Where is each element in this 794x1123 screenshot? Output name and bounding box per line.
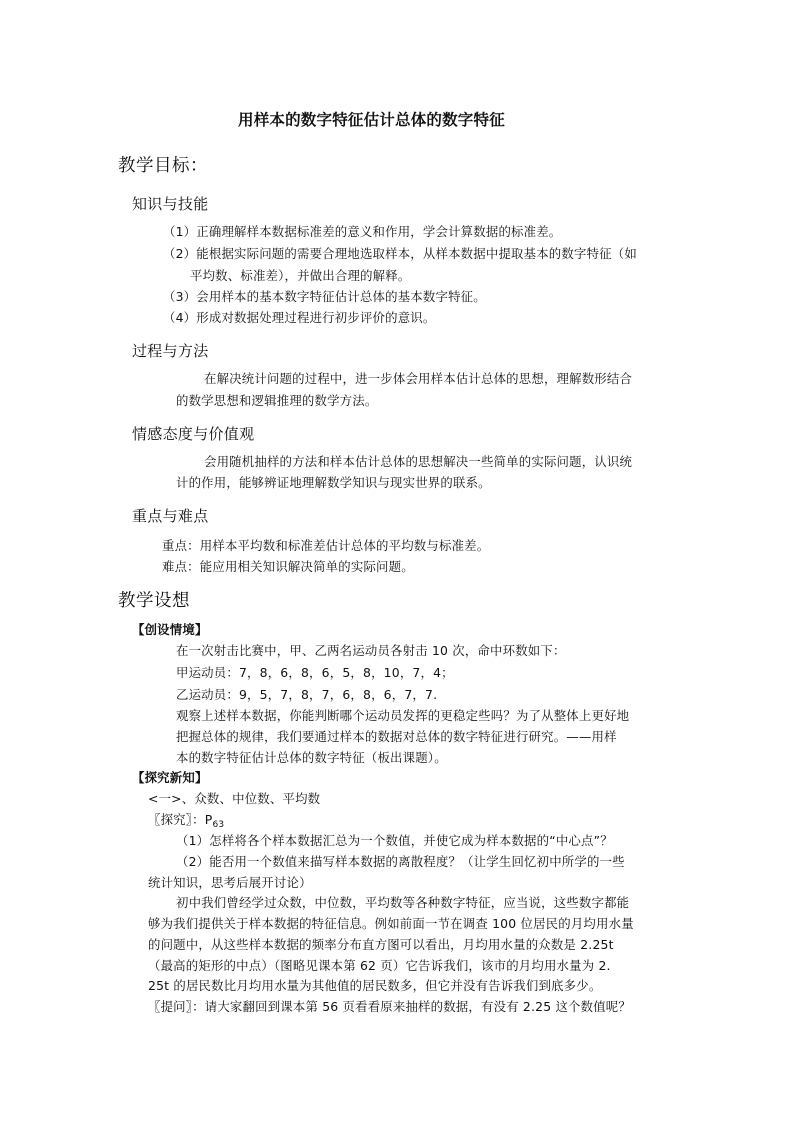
probe-reference (148, 810, 224, 830)
key-point-line: 重点：用样本平均数和标准差估计总体的平均数与标准差。 (162, 538, 490, 553)
probe-page: 63 (212, 820, 225, 830)
subheading-key-points: 重点与难点 (132, 507, 209, 525)
knowledge-item: （3）会用样本的基本数字特征估计总体的基本数字特征。 (163, 289, 486, 304)
process-line: 的数学思想和逻辑推理的数学方法。 (176, 393, 378, 408)
label-create-scene: 【创设情境】 (132, 622, 208, 637)
question-line: （2）能否用一个数值来描写样本数据的离散程度？（让学生回忆初中所学的一些 (176, 854, 625, 869)
page-title: 用样本的数字特征估计总体的数字特征 (238, 111, 505, 129)
question-prompt: 〖提问〗：请大家翻回到课本第 56 页看看原来抽样的数据，有没有 2.25 这个数值呢？ (148, 999, 631, 1014)
body-line: 够为我们提供关于样本数据的特征信息。例如前面一节在调查 100 位居民的月均用水量 (148, 916, 634, 931)
difficulty-line: 难点：能应用相关知识解决简单的实际问题。 (162, 559, 414, 574)
knowledge-item-continued: 平均数、标准差），并做出合理的解释。 (190, 268, 411, 283)
scene-line: 把握总体的规律，我们要通过样本的数据对总体的数字特征进行研究。——用样 (176, 729, 617, 744)
explore-subheading: <一>、众数、中位数、平均数 (148, 791, 321, 806)
scene-line: 本的数字特征估计总体的数字特征（板出课题）。 (176, 750, 447, 765)
section-heading-goals: 教学目标： (118, 156, 208, 176)
body-line: 的问题中，从这些样本数据的频率分布直方图可以看出，月均用水量的众数是 2.25t (148, 937, 614, 952)
subheading-attitude: 情感态度与价值观 (132, 425, 255, 443)
question-line-continued: 统计知识，思考后展开讨论） (148, 875, 312, 890)
scene-line: 观察上述样本数据，你能判断哪个运动员发挥的更稳定些吗？为了从整体上更好地 (176, 708, 630, 723)
knowledge-item: （4）形成对数据处理过程进行初步评价的意识。 (163, 310, 436, 325)
body-line: 初中我们曾经学过众数，中位数，平均数等各种数字特征，应当说，这些数字都能 (176, 895, 630, 910)
athlete-a-scores: 甲运动员：7，8，6，8，6，5，8，10，7，4； (176, 665, 454, 680)
body-line: 25t 的居民数比月均用水量为其他值的居民数多，但它并没有告诉我们到底多少。 (148, 978, 602, 993)
body-line: （最高的矩形的中点）（图略见课本第 62 页）它告诉我们，该市的月均用水量为 2. (148, 958, 611, 973)
label-explore: 【探究新知】 (132, 770, 208, 785)
subheading-knowledge: 知识与技能 (132, 195, 209, 213)
subheading-process: 过程与方法 (132, 342, 209, 360)
knowledge-item: （2）能根据实际问题的需要合理地选取样本，从样本数据中提取基本的数字特征（如 (163, 246, 637, 261)
probe-label: 〖探究〗：P (148, 812, 213, 827)
question-line: （1）怎样将各个样本数据汇总为一个数值，并使它成为样本数据的“中心点”？ (176, 833, 613, 848)
attitude-line: 会用随机抽样的方法和样本估计总体的思想解决一些简单的实际问题，认识统 (204, 454, 633, 469)
scene-line: 在一次射击比赛中，甲、乙两名运动员各射击 10 次，命中环数如下： (176, 643, 566, 658)
attitude-line: 计的作用，能够辨证地理解数学知识与现实世界的联系。 (176, 475, 491, 490)
knowledge-item: （1）正确理解样本数据标准差的意义和作用，学会计算数据的标准差。 (163, 224, 562, 239)
process-line: 在解决统计问题的过程中，进一步体会用样本估计总体的思想，理解数形结合 (204, 371, 633, 386)
section-heading-design: 教学设想 (118, 591, 190, 611)
athlete-b-scores: 乙运动员：9，5，7，8，7，6，8，6，7，7. (176, 687, 438, 702)
